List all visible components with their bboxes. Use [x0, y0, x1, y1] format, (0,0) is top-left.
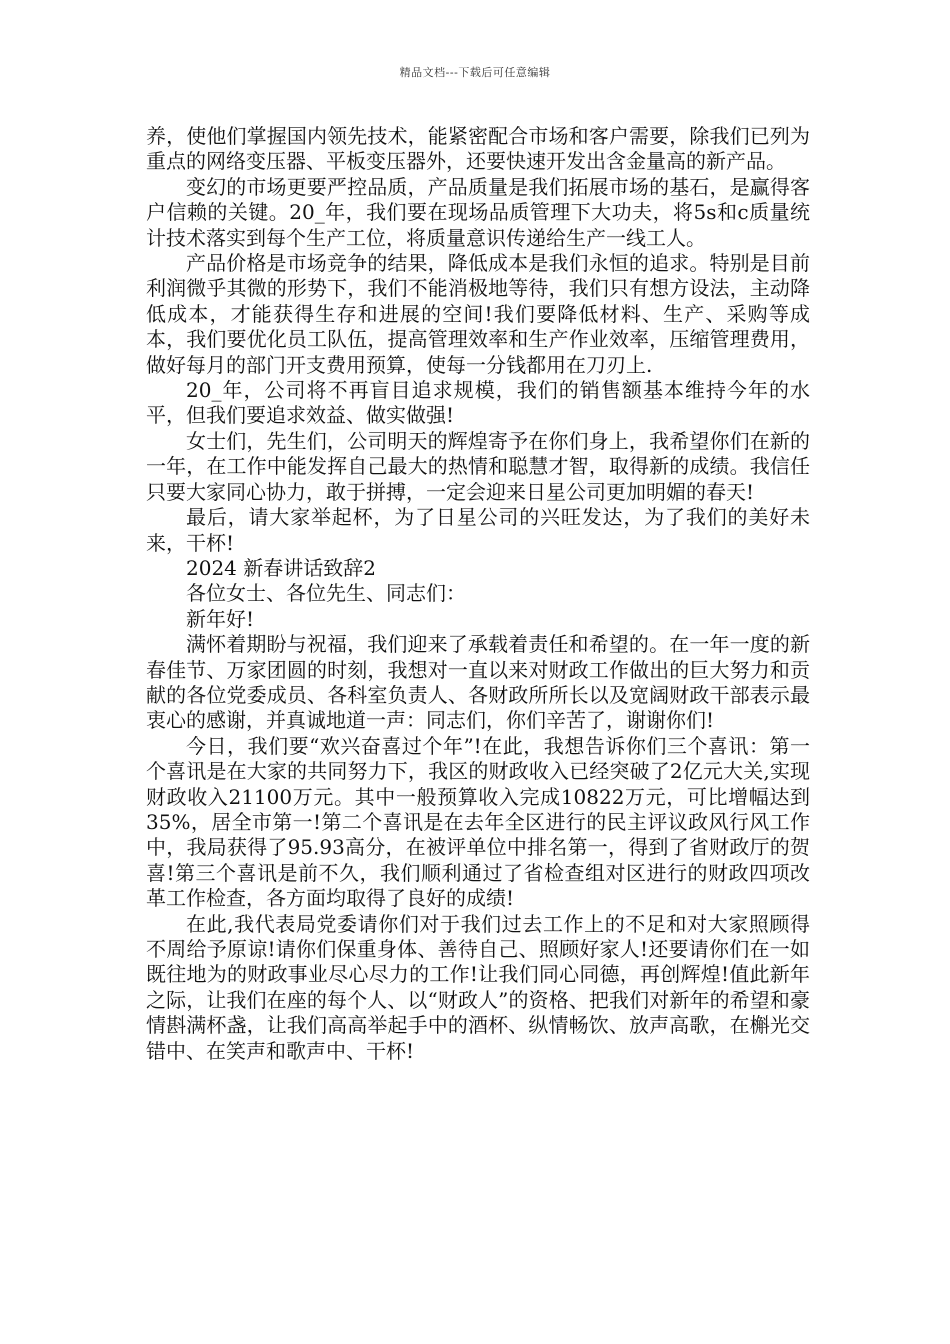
- salutation: 各位女士、各位先生、同志们：: [186, 581, 466, 606]
- paragraph: 变幻的市场更要严控品质，产品质量是我们拓展市场的基石，是赢得客户信赖的关键。20_年，我们要在现场品质管理下大功夫，将5s和c质量统计技术落实到每个生产工位，将质量意识传递给生产一线工人。: [146, 174, 810, 250]
- paragraph: 20_年，公司将不再盲目追求规模，我们的销售额基本维持今年的水平，但我们要追求效益、做实做强!: [146, 378, 810, 428]
- paragraph: 满怀着期盼与祝福，我们迎来了承载着责任和希望的。在一年一度的新春佳节、万家团圆的时刻，我想对一直以来对财政工作做出的巨大努力和贡献的各位党委成员、各科室负责人、各财政所所长以及宽阔财政干部表示最衷心的感谢，并真诚地道一声：同志们，你们辛苦了，谢谢你们!: [146, 632, 810, 733]
- paragraph: 在此,我代表局党委请你们对于我们过去工作上的不足和对大家照顾得不周给予原谅!请你们保重身体、善待自己、照顾好家人!还要请你们在一如既往地为的财政事业尽心尽力的工作!让我们同心同德，再创辉煌!值此新年之际，让我们在座的每个人、以“财政人”的资格、把我们对新年的希望和豪情斟满杯盏，让我们高高举起手中的酒杯、纵情畅饮、放声高歌，在槲光交错中、在笑声和歌声中、干杯!: [146, 911, 810, 1063]
- greeting: 新年好!: [186, 606, 255, 631]
- paragraph: 女士们，先生们，公司明天的辉煌寄予在你们身上，我希望你们在新的一年，在工作中能发挥自己最大的热情和聪慧才智，取得新的成绩。我信任只要大家同心协力，敢于拼搏，一定会迎来日星公司更加明媚的春天!: [146, 428, 810, 504]
- paragraph: 最后，请大家举起杯，为了日星公司的兴旺发达，为了我们的美好未来，干杯!: [146, 505, 810, 555]
- paragraph: 产品价格是市场竞争的结果，降低成本是我们永恒的追求。特别是目前利润微乎其微的形势下，我们不能消极地等待，我们只有想方设法，主动降低成本，才能获得生存和进展的空间!我们要降低材料、生产、采购等成本，我们要优化员工队伍，提高管理效率和生产作业效率，压缩管理费用，做好每月的部门开支费用预算，使每一分钱都用在刀刃上.: [146, 251, 810, 377]
- paragraph: 养，使他们掌握国内领先技术，能紧密配合市场和客户需要，除我们已列为重点的网络变压器、平板变压器外，还要快速开发出含金量高的新产品。: [146, 124, 810, 174]
- section-title: 2024 新春讲话致辞2: [186, 555, 376, 580]
- paragraph: 今日，我们要“欢兴奋喜过个年”!在此，我想告诉你们三个喜讯：第一个喜讯是在大家的共同努力下，我区的财政收入已经突破了2亿元大关,实现财政收入21100万元。其中一般预算收入完成10822万元，可比增幅达到35%，居全市第一!第二个喜讯是在去年全区进行的民主评议政风行风工作中，我局获得了95.93高分，在被评单位中排名第一，得到了省财政厅的贺喜!第三个喜讯是前不久，我们顺利通过了省检查组对区进行的财政四项改革工作检查，各方面均取得了良好的成绩!: [146, 733, 810, 911]
- document-body: [146, 124, 810, 1064]
- page-header: 精品文档---下载后可任意编辑: [399, 66, 551, 79]
